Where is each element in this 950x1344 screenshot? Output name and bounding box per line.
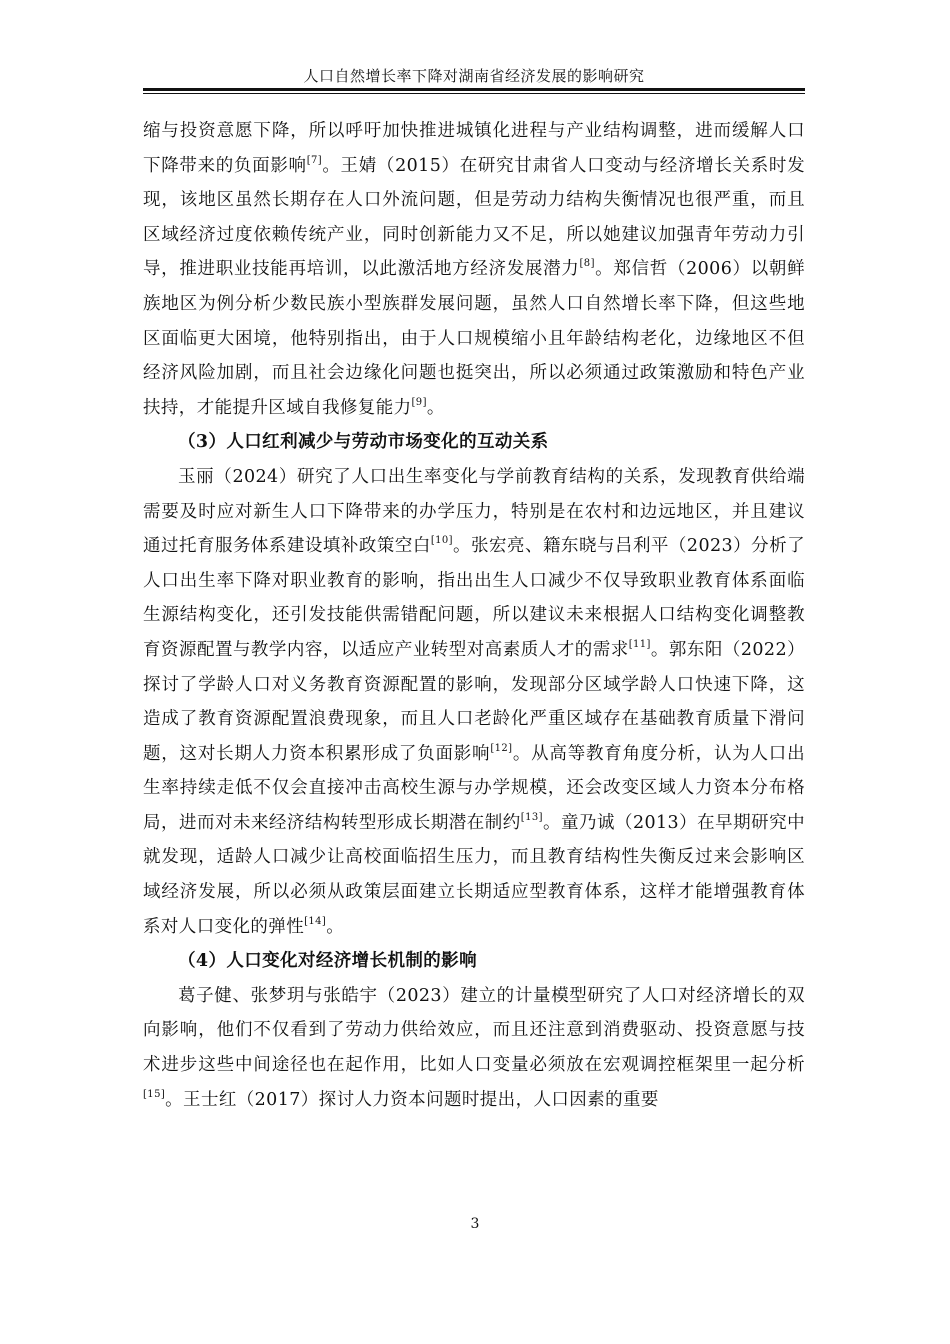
paragraph-text: 玉丽（2024）研究了人口出生率变化与学前教育结构的关系，发现教育供给端需要及时应对新生人口下降带来的办学压力，特别是在农村和边远地区，并且建议通过托育服务体系建设填补政策空白 <box>143 466 805 557</box>
header-rule-thick <box>143 88 805 91</box>
header-rule-thin <box>143 93 805 94</box>
paragraph-text: 。王婧（2015）在研究甘肃省人口变动与经济增长关系时发现，该地区虽然长期存在人口外流问题，但是劳动力结构失衡情况也很严重，而且区域经济过度依赖传统产业，同时创新能力又不足，所以她建议加强青年劳动力引导，推进职业技能再培训，以此激活地方经济发展潜力 <box>143 155 806 280</box>
citation-ref: [14] <box>304 915 327 927</box>
paragraph-text: 。童乃诚（2013）在早期研究中就发现，适龄人口减少让高校面临招生压力，而且教育结构性失衡反过来会影响区域经济发展，所以必须从政策层面建立长期适应型教育体系，这样才能增强教育体系对人口变化的弹性 <box>143 812 805 937</box>
paragraph-text: 缩与投资意愿下降，所以呼吁加快推进城镇化进程与产业结构调整，进而缓解人口下降带来的负面影响 <box>143 121 805 176</box>
paragraph-education <box>143 460 805 944</box>
paragraph-growth-mechanism <box>143 979 805 1117</box>
paragraph-text: 。 <box>426 397 445 418</box>
paragraph-continued <box>143 114 805 425</box>
paragraph-text: 。 <box>326 916 345 937</box>
section-heading-3: （3）人口红利减少与劳动市场变化的互动关系 <box>178 432 549 453</box>
paragraph-text: 。王士红（2017）探讨人力资本问题时提出，人口因素的重要 <box>165 1089 659 1110</box>
paragraph-text: 。张宏亮、籍东晓与吕利平（2023）分析了人口出生率下降对职业教育的影响，指出出生人口减少不仅导致职业教育体系面临生源结构变化，还引发技能供需错配问题，所以建议未来根据人口结构变化调整教育资源配置与教学内容，以适应产业转型对高素质人才的需求 <box>143 536 806 660</box>
paragraph-text: 。郭东阳（2022）探讨了学龄人口对义务教育资源配置的影响，发现部分区域学龄人口快速下降，这造成了教育资源配置浪费现象，而且人口老龄化严重区域存在基础教育质量下滑问题，这对长期人力资本积累形成了负面影响 <box>143 639 805 764</box>
body-text <box>143 114 805 1117</box>
citation-ref: [7] <box>306 154 323 166</box>
paragraph-text: 。从高等教育角度分析，认为人口出生率持续走低不仅会直接冲击高校生源与办学规模，还会改变区域人力资本分布格局，进而对未来经济结构转型形成长期潜在制约 <box>143 743 805 833</box>
paragraph-text: 。郑信哲（2006）以朝鲜族地区为例分析少数民族小型族群发展问题，虽然人口自然增长率下降，但这些地区面临更大困境，他特别指出，由于人口规模缩小且年龄结构老化，边缘地区不但经济风险加剧，而且社会边缘化问题也挺突出，所以必须通过政策激励和特色产业扶持，才能提升区域自我修复能力 <box>143 259 805 418</box>
citation-ref: [10] <box>430 535 453 547</box>
citation-ref: [8] <box>579 258 595 270</box>
citation-ref: [12] <box>490 742 513 754</box>
citation-ref: [11] <box>628 638 651 650</box>
page-number: 3 <box>470 1216 480 1232</box>
section-heading-4: （4）人口变化对经济增长机制的影响 <box>178 951 477 972</box>
citation-ref: [13] <box>520 811 543 823</box>
running-header: 人口自然增长率下降对湖南省经济发展的影响研究 <box>303 67 645 85</box>
citation-ref: [9] <box>411 396 427 408</box>
citation-ref: [15] <box>143 1088 166 1100</box>
paragraph-text: 葛子健、张梦玥与张皓宇（2023）建立的计量模型研究了人口对经济增长的双向影响，他们不仅看到了劳动力供给效应，而且还注意到消费驱动、投资意愿与技术进步这些中间途径也在起作用，比如人口变量必须放在宏观调控框架里一起分析 <box>143 985 805 1076</box>
